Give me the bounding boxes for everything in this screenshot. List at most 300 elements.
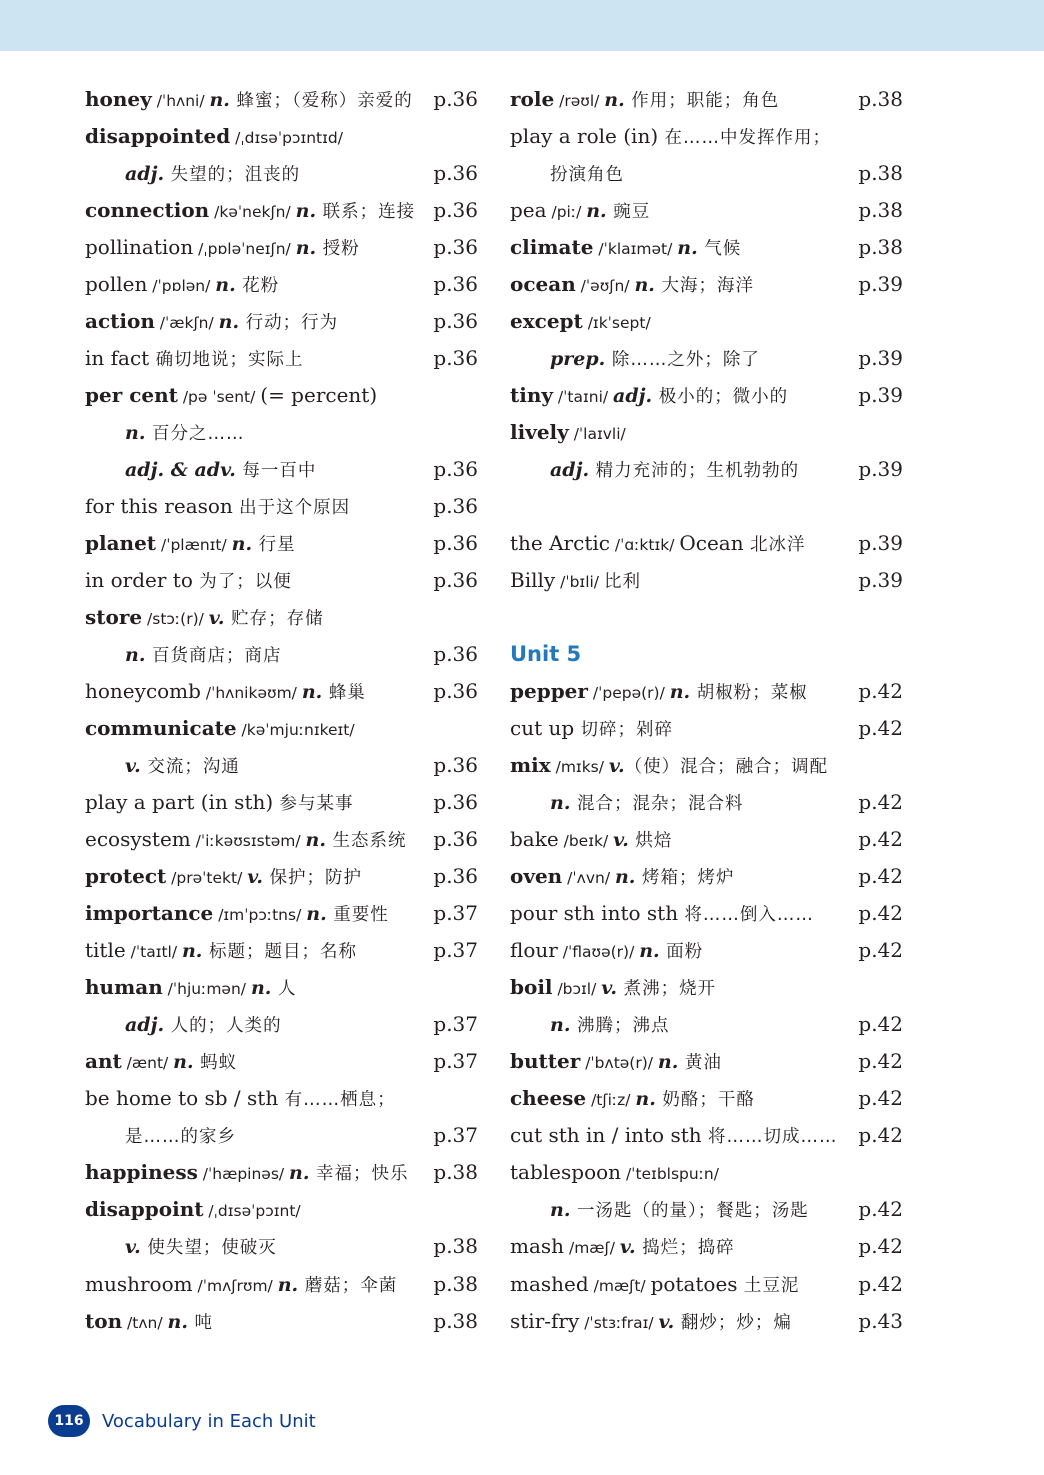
phonetic: /ˈflaʊə(r)/ xyxy=(557,943,640,962)
page-reference: p.39 xyxy=(858,272,903,297)
phonetic: /tʌn/ xyxy=(122,1313,168,1332)
page-reference: p.37 xyxy=(433,901,478,926)
phrase-text: honeycomb xyxy=(85,679,201,704)
part-of-speech: n. xyxy=(635,1088,656,1111)
phonetic: /ˈækʃn/ xyxy=(154,314,219,333)
entry-text xyxy=(510,1266,799,1305)
phonetic: /ˈpɒlən/ xyxy=(147,277,216,296)
part-of-speech: adj. xyxy=(550,459,590,482)
headword: climate xyxy=(510,235,594,260)
phrase-text: the Arctic xyxy=(510,531,610,556)
vocab-entry xyxy=(510,784,903,821)
chinese-definition: 贮存；存储 xyxy=(224,609,324,630)
phonetic: /ˈhjuːmən/ xyxy=(162,980,251,999)
part-of-speech: n. xyxy=(301,681,323,704)
phrase-text: be home to sb / sth xyxy=(85,1086,285,1111)
entry-text xyxy=(510,710,673,749)
phrase-text: in fact xyxy=(85,346,156,371)
chinese-definition: 除……之外；除了 xyxy=(605,350,760,371)
page-reference: p.42 xyxy=(858,790,903,815)
chinese-definition: 烘焙 xyxy=(628,831,673,852)
entry-text xyxy=(510,1080,755,1119)
headword: tiny xyxy=(510,383,553,408)
phrase-text: ecosystem xyxy=(85,827,191,852)
headword: store xyxy=(85,605,143,630)
headword: butter xyxy=(510,1049,581,1074)
vocab-entry xyxy=(85,636,478,673)
chinese-definition: 联系；连接 xyxy=(316,202,416,223)
phrase-text: stir-fry xyxy=(510,1308,580,1333)
entry-text xyxy=(85,673,366,712)
chinese-definition: 胡椒粉；菜椒 xyxy=(690,683,808,704)
vocab-entry xyxy=(510,747,903,784)
vocab-entry xyxy=(85,932,478,969)
entry-text xyxy=(510,932,703,971)
chinese-definition: 精力充沛的；生机勃勃的 xyxy=(589,461,800,482)
chinese-definition: 人的；人类的 xyxy=(164,1016,282,1037)
part-of-speech: n. xyxy=(289,1162,310,1185)
vocab-column-right xyxy=(510,81,903,1340)
part-of-speech: n. xyxy=(295,237,317,260)
vocab-entry xyxy=(510,155,903,192)
vocab-entry xyxy=(85,340,478,377)
entry-text xyxy=(85,414,245,453)
entry-text xyxy=(85,303,338,342)
headword: communicate xyxy=(85,716,237,741)
phonetic: /ˈklaɪmət/ xyxy=(593,240,678,259)
entry-text xyxy=(85,599,324,638)
page-reference: p.36 xyxy=(433,235,478,260)
page-reference: p.42 xyxy=(858,1271,903,1296)
entry-text xyxy=(510,192,650,231)
vocab-entry xyxy=(85,192,478,229)
part-of-speech: n. xyxy=(277,1273,299,1296)
entry-text xyxy=(85,858,362,897)
entry-text xyxy=(85,1043,237,1082)
part-of-speech: v. xyxy=(125,1236,141,1259)
entry-text xyxy=(510,81,779,120)
entry-text xyxy=(510,673,808,712)
phrase-text: title xyxy=(85,938,126,963)
phonetic: /ɪkˈsept/ xyxy=(582,314,651,333)
entry-text xyxy=(85,451,316,490)
part-of-speech: v. xyxy=(619,1236,636,1259)
vocab-entry xyxy=(85,1228,478,1265)
page-reference: p.39 xyxy=(858,568,903,593)
entry-text xyxy=(85,1228,277,1267)
vocab-entry xyxy=(510,1154,903,1191)
phonetic: /ˈteɪblspuːn/ xyxy=(621,1165,719,1184)
vocab-entry xyxy=(85,377,478,414)
vocab-entry xyxy=(510,821,903,858)
entry-text xyxy=(510,1117,838,1156)
vocab-entry xyxy=(85,599,478,636)
chinese-definition: 在……中发挥作用； xyxy=(664,128,831,149)
entry-text xyxy=(510,1228,735,1267)
phonetic: /ˌdɪsəˈpɔɪntɪd/ xyxy=(230,129,343,148)
headword: happiness xyxy=(85,1160,198,1185)
part-of-speech: n. xyxy=(250,977,272,1000)
page-reference: p.39 xyxy=(858,346,903,371)
phrase-text: tablespoon xyxy=(510,1160,622,1185)
part-of-speech: n. xyxy=(550,1199,571,1222)
page-reference: p.36 xyxy=(433,309,478,334)
phonetic: /ˈlaɪvli/ xyxy=(568,425,626,444)
vocab-entry xyxy=(510,81,903,118)
phonetic: /stɔː(r)/ xyxy=(142,610,209,629)
vocab-entry xyxy=(85,1303,478,1340)
vocab-entry xyxy=(510,562,903,599)
chinese-definition: 翻炒；炒；煸 xyxy=(674,1312,792,1333)
entry-text xyxy=(85,784,354,823)
phonetic: /ˈbɪli/ xyxy=(555,573,604,592)
top-color-band xyxy=(0,0,1044,51)
vocab-entry xyxy=(510,969,903,1006)
page-reference: p.36 xyxy=(433,161,478,186)
vocab-entry xyxy=(85,562,478,599)
chinese-definition: 北冰洋 xyxy=(749,535,806,556)
part-of-speech: n. xyxy=(181,940,203,963)
chinese-definition: 重要性 xyxy=(326,905,389,926)
page-reference: p.36 xyxy=(433,679,478,704)
part-of-speech: prep. xyxy=(550,348,606,371)
vocab-entry xyxy=(85,969,478,1006)
part-of-speech: n. xyxy=(669,681,691,704)
chinese-definition: 失望的；沮丧的 xyxy=(164,165,301,186)
vocab-entry xyxy=(85,1006,478,1043)
entry-text xyxy=(85,229,360,268)
entry-text xyxy=(510,451,799,490)
phonetic: /ˌpɒləˈneɪʃn/ xyxy=(193,240,296,259)
page-reference: p.38 xyxy=(858,198,903,223)
vocab-entry xyxy=(85,451,478,488)
part-of-speech: n. xyxy=(604,89,625,111)
entry-text xyxy=(85,636,282,675)
vocab-entry xyxy=(510,673,903,710)
chinese-definition: 蜂巢 xyxy=(322,683,366,704)
part-of-speech: n. xyxy=(550,1014,571,1037)
chinese-definition: 蚂蚁 xyxy=(193,1053,238,1074)
chinese-definition: 扮演角色 xyxy=(550,165,624,186)
entry-text xyxy=(510,303,651,342)
vocab-entry xyxy=(85,710,478,747)
chinese-definition: 出于这个原因 xyxy=(239,498,351,519)
entry-text xyxy=(510,1043,722,1082)
phonetic: /ˈhʌnikəʊm/ xyxy=(200,684,302,703)
entry-text xyxy=(85,1303,213,1342)
chinese-definition: 面粉 xyxy=(659,942,704,963)
page-reference: p.36 xyxy=(433,642,478,667)
headword: boil xyxy=(510,975,553,1000)
entry-text xyxy=(85,266,279,305)
chinese-definition: 百分之…… xyxy=(145,424,245,445)
vocab-entry xyxy=(510,858,903,895)
chinese-definition: 捣烂；捣碎 xyxy=(635,1238,735,1259)
vocab-entry xyxy=(85,229,478,266)
phonetic: /bɔɪl/ xyxy=(552,980,602,999)
section-title: Vocabulary in Each Unit xyxy=(102,1410,316,1432)
part-of-speech: n. xyxy=(125,422,146,445)
page-reference: p.42 xyxy=(858,679,903,704)
page-reference: p.36 xyxy=(433,864,478,889)
chinese-definition: 蘑菇；伞菌 xyxy=(298,1275,398,1296)
part-of-speech: v. xyxy=(125,755,141,778)
chinese-definition: 吨 xyxy=(187,1312,214,1333)
page-reference: p.42 xyxy=(858,1197,903,1222)
vocab-entry xyxy=(510,1228,903,1265)
entry-text xyxy=(85,1117,236,1156)
entry-text xyxy=(510,1154,719,1193)
part-of-speech: n. xyxy=(550,792,571,815)
vocab-entry xyxy=(510,229,903,266)
page-footer xyxy=(48,1404,316,1438)
headword: ant xyxy=(85,1049,122,1074)
page-reference: p.38 xyxy=(433,1234,478,1259)
part-of-speech: v. xyxy=(613,829,629,852)
vocab-entry xyxy=(510,1006,903,1043)
phonetic: /ˈəʊʃn/ xyxy=(575,277,635,296)
headword: ton xyxy=(85,1308,123,1333)
entry-text xyxy=(510,1006,670,1045)
chinese-definition: 土豆泥 xyxy=(743,1275,800,1296)
vocab-entry xyxy=(510,525,903,562)
entry-text xyxy=(510,340,760,379)
part-of-speech: n. xyxy=(231,533,253,556)
entry-text xyxy=(510,858,734,897)
phrase-text: pour sth into sth xyxy=(510,901,685,926)
chinese-definition: 人 xyxy=(271,979,297,1000)
entry-text xyxy=(85,525,296,564)
entry-text xyxy=(510,1303,792,1342)
vocab-entry xyxy=(85,673,478,710)
part-of-speech: n. xyxy=(306,903,327,926)
entry-text xyxy=(85,747,240,786)
phonetic: /mɪks/ xyxy=(550,758,609,777)
vocab-entry xyxy=(85,1266,478,1303)
vocab-entry xyxy=(85,414,478,451)
page-reference: p.42 xyxy=(858,1086,903,1111)
entry-text xyxy=(85,1006,282,1045)
chinese-definition: 切碎；剁碎 xyxy=(580,720,674,741)
phrase-text: for this reason xyxy=(85,494,240,519)
part-of-speech: n. xyxy=(305,829,326,852)
headword: role xyxy=(510,87,555,111)
phonetic: /ˈtaɪni/ xyxy=(553,388,614,407)
page-reference: p.42 xyxy=(858,1049,903,1074)
chinese-definition: 一汤匙（的量）；餐匙；汤匙 xyxy=(570,1201,809,1222)
entry-text xyxy=(510,525,805,564)
phrase-text: cut sth in / into sth xyxy=(510,1123,708,1148)
part-of-speech: n. xyxy=(218,311,240,334)
phonetic: /ˈiːkəʊsɪstəm/ xyxy=(190,832,306,851)
chinese-definition: 使失望；使破灭 xyxy=(140,1238,277,1259)
entry-text xyxy=(510,229,741,268)
entry-text xyxy=(85,821,407,860)
headword: honey xyxy=(85,87,152,111)
headword: mix xyxy=(510,753,551,778)
entry-text xyxy=(510,821,672,860)
part-of-speech: adj. & adv. xyxy=(125,459,236,482)
page-reference: p.42 xyxy=(858,938,903,963)
page-reference: p.43 xyxy=(858,1308,903,1333)
headword: except xyxy=(510,309,583,334)
headword: importance xyxy=(85,901,214,926)
chinese-definition: 为了；以便 xyxy=(199,572,292,593)
chinese-definition: 黄油 xyxy=(678,1053,722,1074)
chinese-definition: 每一百中 xyxy=(235,461,317,482)
chinese-definition: 煮沸；烧开 xyxy=(617,979,717,1000)
page-reference: p.36 xyxy=(433,790,478,815)
vocab-entry xyxy=(510,451,903,488)
entry-text xyxy=(510,377,788,416)
entry-text xyxy=(510,118,831,157)
phrase-text: flour xyxy=(510,938,558,963)
page-reference: p.38 xyxy=(433,1160,478,1185)
phrase-text: pea xyxy=(510,198,547,223)
phonetic: /kəˈnekʃn/ xyxy=(209,203,296,222)
part-of-speech: n. xyxy=(173,1051,194,1074)
entry-text xyxy=(85,932,357,971)
part-of-speech: adj. xyxy=(613,385,653,408)
part-of-speech: v. xyxy=(601,977,617,1000)
chinese-definition: 豌豆 xyxy=(606,202,651,223)
phonetic: /ˈstɜːfraɪ/ xyxy=(579,1313,659,1332)
chinese-definition: 交流；沟通 xyxy=(140,757,240,778)
chinese-definition: 将……倒入…… xyxy=(684,905,814,926)
vocab-entry xyxy=(85,118,478,155)
part-of-speech: n. xyxy=(209,89,230,111)
entry-text xyxy=(510,414,626,453)
entry-text xyxy=(85,155,300,194)
phrase-text: potatoes xyxy=(650,1271,744,1296)
vocab-entry xyxy=(85,266,478,303)
entry-text xyxy=(510,155,624,194)
phrase-text: bake xyxy=(510,827,559,852)
phrase-text: Ocean xyxy=(679,531,750,556)
phonetic: /ɪmˈpɔːtns/ xyxy=(213,906,307,925)
entry-text xyxy=(510,1191,809,1230)
page-reference: p.38 xyxy=(433,1308,478,1333)
phonetic: /beɪk/ xyxy=(558,832,614,851)
phrase-text: cut up xyxy=(510,716,581,741)
part-of-speech: n. xyxy=(634,274,655,297)
entry-text xyxy=(510,266,754,305)
phonetic: /ˈplænɪt/ xyxy=(156,536,232,555)
page-reference: p.36 xyxy=(433,568,478,593)
vocab-entry xyxy=(510,932,903,969)
vocab-entry xyxy=(510,1266,903,1303)
phonetic: /prəˈtekt/ xyxy=(166,869,248,888)
page-reference: p.37 xyxy=(433,938,478,963)
phrase-text: mashed xyxy=(510,1271,589,1296)
page-reference: p.37 xyxy=(433,1049,478,1074)
phrase-text: in order to xyxy=(85,568,200,593)
vocab-entry xyxy=(510,118,903,155)
part-of-speech: v. xyxy=(608,755,625,778)
vocab-entry xyxy=(85,1043,478,1080)
chinese-definition: （使）混合；融合；调配 xyxy=(624,757,829,778)
vocab-entry xyxy=(85,858,478,895)
entry-text xyxy=(510,747,828,786)
entry-text xyxy=(85,562,292,601)
headword: lively xyxy=(510,420,569,445)
headword: per cent xyxy=(85,383,178,408)
part-of-speech: n. xyxy=(215,274,236,297)
vocab-entry xyxy=(510,414,903,451)
page-reference: p.36 xyxy=(433,531,478,556)
phrase-text: play a part (in sth) xyxy=(85,790,280,815)
entry-text xyxy=(510,784,744,823)
vocab-entry xyxy=(510,340,903,377)
part-of-speech: n. xyxy=(639,940,660,963)
entry-text xyxy=(85,340,304,379)
page-reference: p.39 xyxy=(858,383,903,408)
chinese-definition: 气候 xyxy=(697,239,742,260)
vocab-entry xyxy=(510,1043,903,1080)
vocab-entry xyxy=(85,784,478,821)
page-reference: p.39 xyxy=(858,457,903,482)
chinese-definition: 是……的家乡 xyxy=(125,1127,236,1148)
page-reference: p.42 xyxy=(858,1123,903,1148)
blank-line xyxy=(510,488,903,525)
phonetic: /mæʃt/ xyxy=(588,1276,651,1295)
chinese-definition: 保护；防护 xyxy=(262,868,363,889)
vocab-entry xyxy=(85,303,478,340)
page-reference: p.36 xyxy=(433,198,478,223)
vocab-entry xyxy=(510,192,903,229)
page-reference: p.42 xyxy=(858,716,903,741)
chinese-definition: 确切地说；实际上 xyxy=(155,350,304,371)
vocab-entry xyxy=(510,895,903,932)
entry-text xyxy=(85,1154,409,1193)
page-reference: p.36 xyxy=(433,457,478,482)
chinese-definition: 生态系统 xyxy=(325,831,407,852)
phonetic: /tʃiːz/ xyxy=(586,1091,636,1110)
entry-text xyxy=(510,969,716,1008)
entry-text xyxy=(85,192,415,231)
part-of-speech: v. xyxy=(658,1310,675,1333)
vocab-entry xyxy=(85,821,478,858)
headword: human xyxy=(85,975,163,1000)
part-of-speech: n. xyxy=(167,1310,188,1333)
chinese-definition: 沸腾；沸点 xyxy=(570,1016,670,1037)
vocab-column-left xyxy=(85,81,478,1340)
vocab-entry xyxy=(85,895,478,932)
part-of-speech: n. xyxy=(657,1051,679,1074)
entry-text xyxy=(85,1191,301,1230)
vocab-entry xyxy=(85,1117,478,1154)
headword: disappointed xyxy=(85,124,231,149)
chinese-definition: 行星 xyxy=(252,535,296,556)
chinese-definition: 百货商店；商店 xyxy=(145,646,282,667)
chinese-definition: 幸福；快乐 xyxy=(309,1164,409,1185)
entry-text xyxy=(85,969,296,1008)
entry-text xyxy=(85,1266,397,1305)
headword: ocean xyxy=(510,272,576,297)
unit-heading: Unit 5 xyxy=(510,642,582,667)
phonetic: /ˈɑːktɪk/ xyxy=(609,536,680,555)
chinese-definition: 参与某事 xyxy=(279,794,354,815)
entry-text xyxy=(85,1080,396,1119)
chinese-definition: 授粉 xyxy=(316,239,360,260)
vocab-entry xyxy=(85,1154,478,1191)
chinese-definition: 花粉 xyxy=(235,276,280,297)
phonetic: /pə ˈsent/ xyxy=(177,388,261,407)
headword: protect xyxy=(85,864,167,889)
vocab-entry xyxy=(510,1080,903,1117)
phonetic: /ˈhʌni/ xyxy=(151,92,210,110)
entry-text xyxy=(85,895,389,934)
